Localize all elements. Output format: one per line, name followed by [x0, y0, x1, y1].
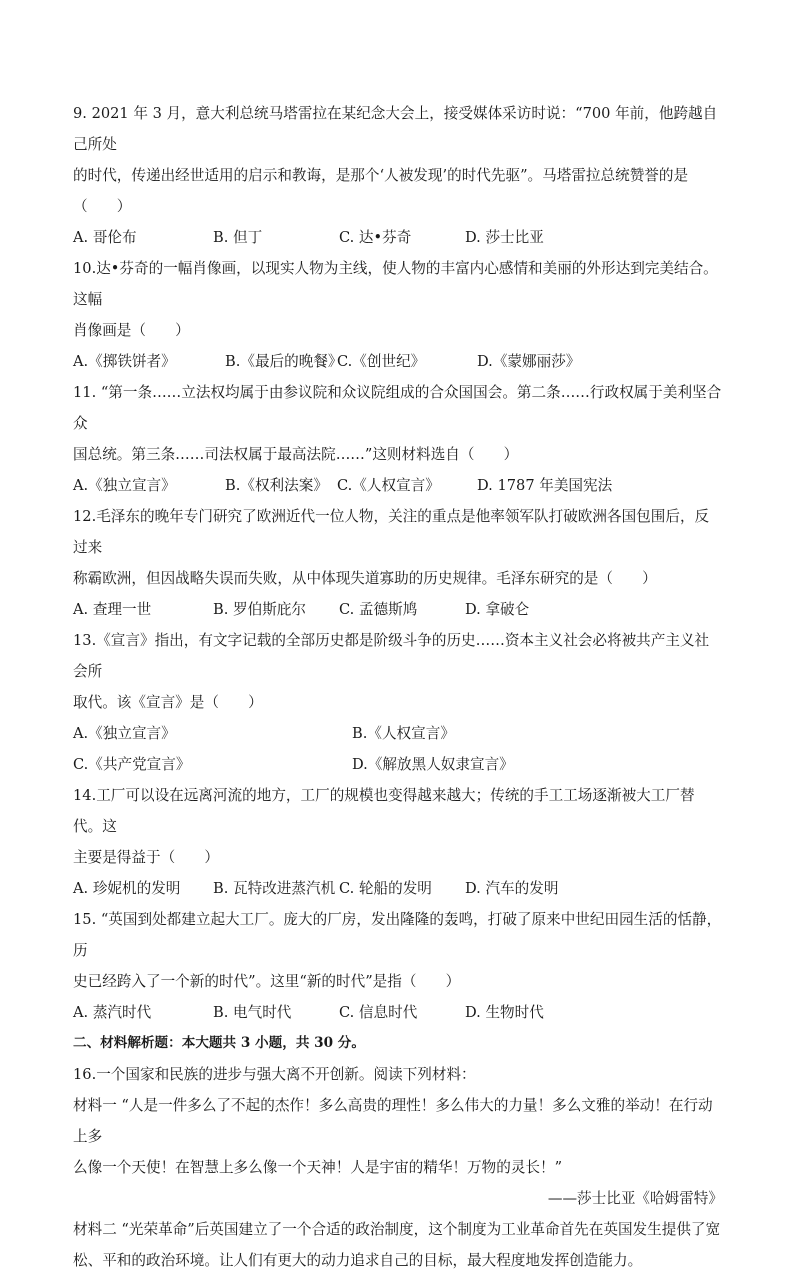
question-16 — [73, 1059, 723, 1276]
options-row — [73, 997, 723, 1028]
option-d: D. 拿破仑 — [465, 601, 530, 618]
option-a: A. 珍妮机的发明 — [73, 880, 181, 897]
option-c: C. 达•芬奇 — [339, 229, 412, 246]
question-text-line: 14.工厂可以设在远离河流的地方，工厂的规模也变得越来越大；传统的手工工场逐渐被大工厂替代。这 — [73, 787, 695, 835]
option-a: A.《独立宣言》 — [73, 477, 176, 494]
question-text-line: 12.毛泽东的晚年专门研究了欧洲近代一位人物，关注的重点是他率领军队打破欧洲各国包围后，反过来 — [73, 508, 710, 556]
question-text-line: （ ） — [73, 198, 132, 215]
question-text-line: 取代。该《宣言》是（ ） — [73, 694, 263, 711]
option-b: B.《人权宣言》 — [352, 725, 455, 742]
options-row — [73, 470, 723, 501]
option-b: B. 罗伯斯庇尔 — [213, 601, 306, 618]
option-b: B. 瓦特改进蒸汽机 — [213, 880, 336, 897]
option-d: D.《蒙娜丽莎》 — [477, 353, 581, 370]
question-15 — [73, 904, 723, 1028]
options-row — [73, 594, 723, 625]
option-c: C.《共产党宣言》 — [73, 756, 191, 773]
question-13 — [73, 625, 723, 780]
question-text-line: 9. 2021 年 3 月，意大利总统马塔雷拉在某纪念大会上，接受媒体采访时说：“700 年前，他跨越自己所处 — [73, 105, 718, 153]
options-row — [73, 718, 723, 749]
question-text-line: 史已经跨入了一个新的时代”。这里“新的时代”是指（ ） — [73, 973, 461, 990]
question-intro: 16.一个国家和民族的进步与强大离不开创新。阅读下列材料： — [73, 1066, 476, 1083]
question-11 — [73, 377, 723, 501]
exam-page — [73, 98, 723, 1276]
material-two-line: 松、平和的政治环境。让人们有更大的动力追求自己的目标，最大程度地发挥创造能力。 — [73, 1252, 643, 1269]
option-d: D. 生物时代 — [465, 1004, 544, 1021]
material-one-line: 么像一个天使！在智慧上多么像一个天神！人是宇宙的精华！万物的灵长！” — [73, 1159, 563, 1176]
options-row — [73, 346, 723, 377]
option-b: B.《权利法案》 — [225, 477, 328, 494]
question-text-line: 主要是得益于（ ） — [73, 849, 219, 866]
option-d: D. 汽车的发明 — [465, 880, 559, 897]
option-a: A.《掷铁饼者》 — [73, 353, 176, 370]
option-d: D.《解放黑人奴隶宣言》 — [352, 756, 514, 773]
question-text-line: 10.达•芬奇的一幅肖像画，以现实人物为主线，使人物的丰富内心感情和美丽的外形达到完美结合。这幅 — [73, 260, 718, 308]
option-c: C.《创世纪》 — [337, 353, 426, 370]
option-b: B.《最后的晚餐》 — [225, 353, 343, 370]
question-text-line: 13.《宣言》指出，有文字记载的全部历史都是阶级斗争的历史……资本主义社会必将被共产主义社会所 — [73, 632, 710, 680]
options-row — [73, 873, 723, 904]
section-title: 二、材料解析题：本大题共 3 小题，共 30 分。 — [73, 1035, 365, 1051]
question-14 — [73, 780, 723, 904]
option-a: A. 哥伦布 — [73, 229, 137, 246]
material-two-line: 材料二 “光荣革命”后英国建立了一个合适的政治制度，这个制度为工业革命首先在英国发生提供了宽 — [73, 1221, 721, 1238]
option-a: A. 查理一世 — [73, 601, 152, 618]
option-b: B. 电气时代 — [213, 1004, 292, 1021]
options-row — [73, 222, 723, 253]
question-12 — [73, 501, 723, 625]
option-a: A. 蒸汽时代 — [73, 1004, 152, 1021]
question-text-line: 称霸欧洲，但因战略失误而失败，从中体现失道寡助的历史规律。毛泽东研究的是（ ） — [73, 570, 657, 587]
option-d: D. 莎士比亚 — [465, 229, 544, 246]
material-one-line: 材料一 “人是一件多么了不起的杰作！多么高贵的理性！多么伟大的力量！多么文雅的举动！在行动上多 — [73, 1097, 713, 1145]
option-a: A.《独立宣言》 — [73, 725, 176, 742]
question-text-line: 国总统。第三条……司法权属于最高法院……”这则材料选自（ ） — [73, 446, 519, 463]
option-c: C. 孟德斯鸠 — [339, 601, 418, 618]
question-10 — [73, 253, 723, 377]
option-c: C. 轮船的发明 — [339, 880, 432, 897]
option-c: C.《人权宣言》 — [337, 477, 440, 494]
question-text-line: 11. “第一条……立法权均属于由参议院和众议院组成的合众国国会。第二条……行政权属于美利坚合众 — [73, 384, 722, 432]
option-c: C. 信息时代 — [339, 1004, 418, 1021]
question-text-line: 15. “英国到处都建立起大工厂。庞大的厂房，发出隆隆的轰鸣，打破了原来中世纪田园生活的恬静，历 — [73, 911, 722, 959]
option-b: B. 但丁 — [213, 229, 263, 246]
material-one-source: ——莎士比亚《哈姆雷特》 — [547, 1190, 723, 1207]
options-row — [73, 749, 723, 780]
question-9 — [73, 98, 723, 253]
question-text-line: 的时代，传递出经世适用的启示和教诲，是那个‘人被发现’的时代先驱”。马塔雷拉总统赞誉的是 — [73, 167, 689, 184]
question-text-line: 肖像画是（ ） — [73, 322, 190, 339]
option-d: D. 1787 年美国宪法 — [477, 477, 613, 494]
